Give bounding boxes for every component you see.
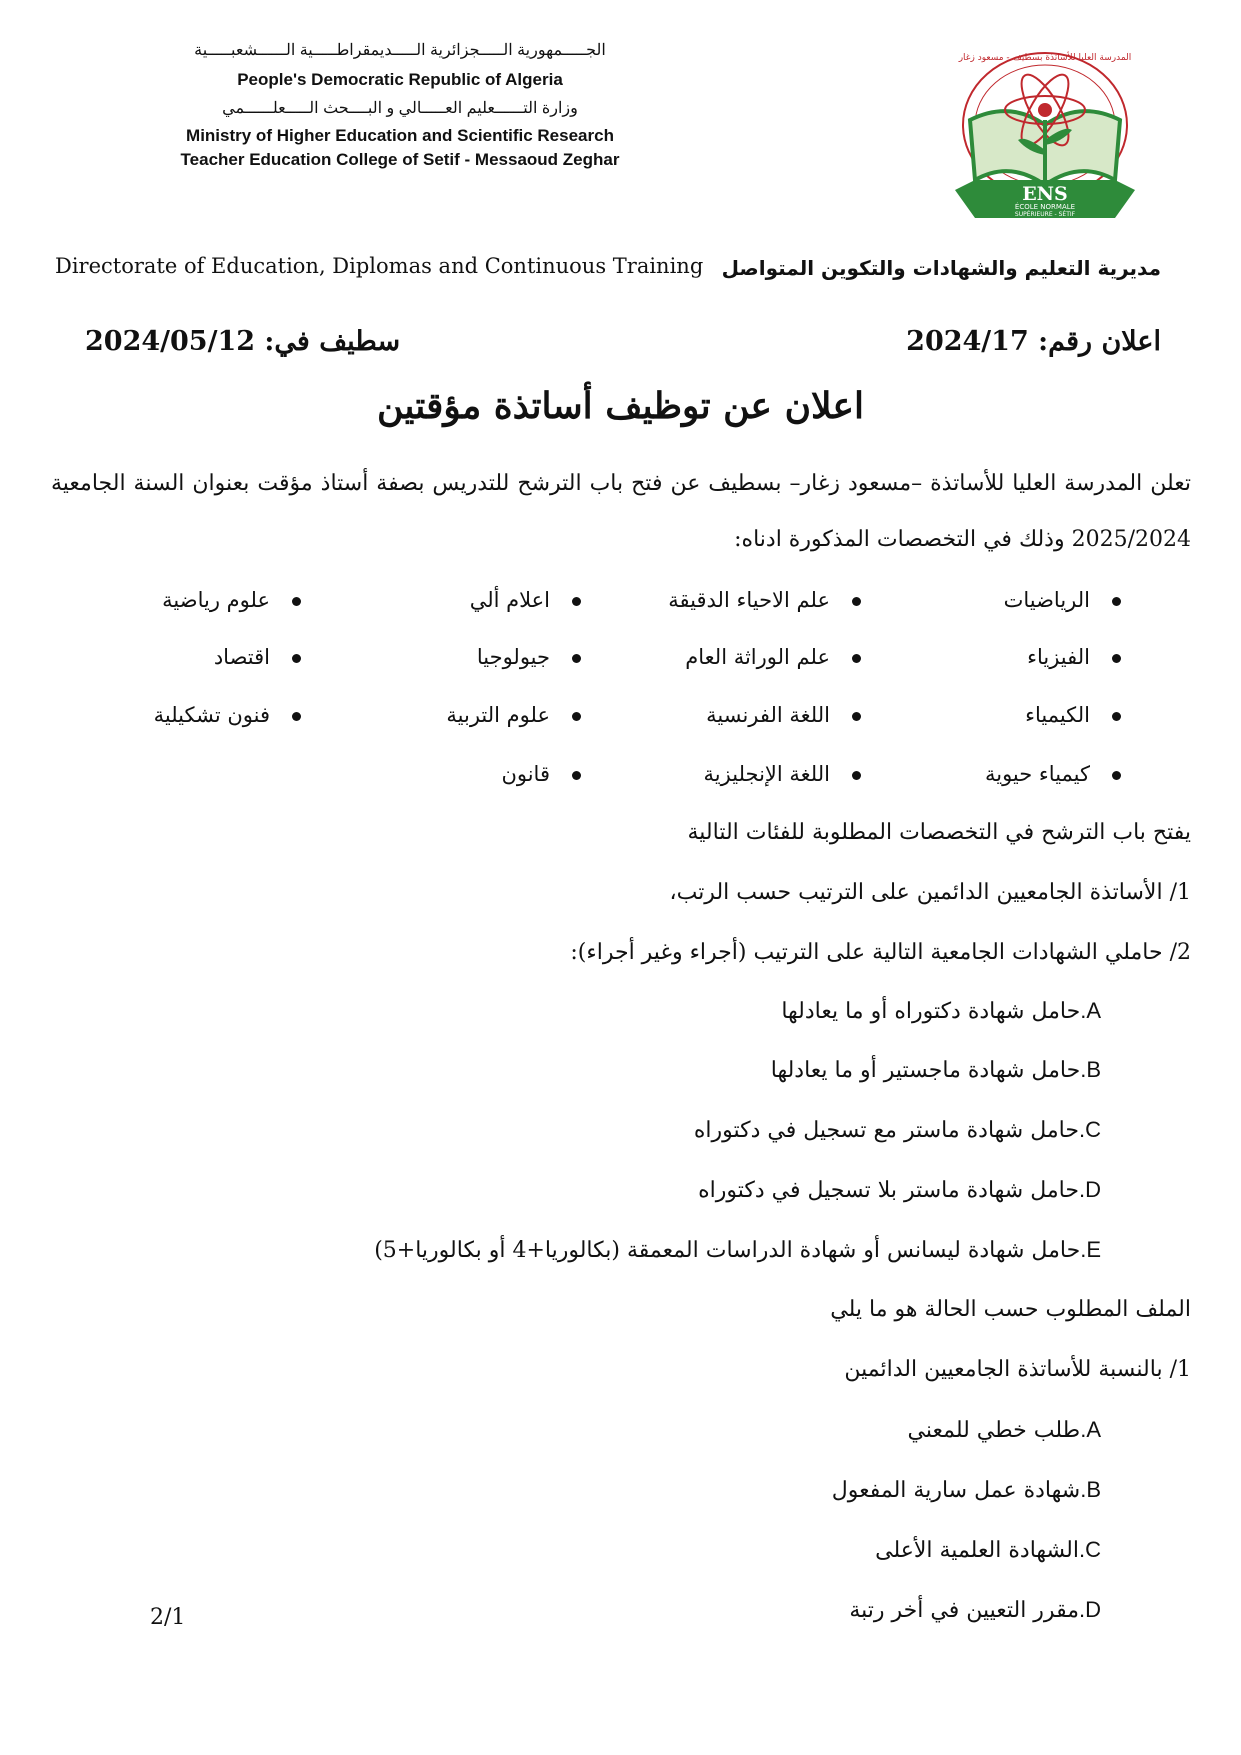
bullet-icon — [1112, 597, 1121, 606]
degree-item: E.حامل شهادة ليسانس أو شهادة الدراسات المعمقة (بكالوريا+4 أو بكالوريا+5) — [374, 1237, 1101, 1263]
specialty-item: جيولوجيا — [477, 645, 581, 669]
specialty-item: علوم رياضية — [162, 588, 301, 612]
page-number: 2/1 — [150, 1605, 186, 1630]
categories-intro: يفتح باب الترشح في التخصصات المطلوبة للفئات التالية — [687, 820, 1191, 845]
bullet-icon — [1112, 712, 1121, 721]
header-en-college: Teacher Education College of Setif - Messaoud Zeghar — [180, 150, 620, 169]
bullet-icon — [1112, 654, 1121, 663]
logo-line2-text: SUPÉRIEURE - SÉTIF — [1014, 211, 1076, 218]
specialty-item: علم الوراثة العام — [685, 645, 861, 669]
ens-setif-logo — [940, 40, 1150, 235]
logo-ring-text: المدرسة العليا للأساتذة بسطيف - مسعود زغار — [958, 53, 1132, 63]
bullet-icon — [852, 597, 861, 606]
bullet-icon — [572, 771, 581, 780]
announcement-date — [85, 326, 400, 357]
page-title: اعلان عن توظيف أساتذة مؤقتين — [377, 385, 864, 427]
category-2: 2/ حاملي الشهادات الجامعية التالية على الترتيب (أجراء وغير أجراء): — [570, 940, 1191, 965]
degree-item: C.حامل شهادة ماستر مع تسجيل في دكتوراه — [693, 1117, 1101, 1143]
bullet-icon — [852, 712, 861, 721]
header-en-republic: People's Democratic Republic of Algeria — [237, 70, 563, 89]
file-item: C.الشهادة العلمية الأعلى — [875, 1537, 1101, 1563]
bullet-icon — [572, 654, 581, 663]
directorate-ar: مديرية التعليم والشهادات والتكوين المتواصل — [721, 256, 1161, 280]
specialty-item: كيمياء حيوية — [985, 762, 1121, 786]
specialty-item: الفيزياء — [1027, 645, 1121, 669]
header-en-ministry: Ministry of Higher Education and Scientific Research — [186, 126, 614, 145]
bullet-icon — [572, 712, 581, 721]
specialty-item: علم الاحياء الدقيقة — [668, 588, 861, 612]
header-ar-republic: الجـــــمهورية الـــــجزائرية الـــــديمقراطـــــية الــــــشعبـــــية — [194, 42, 606, 59]
file-item: A.طلب خطي للمعني — [907, 1417, 1101, 1443]
specialty-item: علوم التربية — [446, 703, 581, 727]
file-item: D.مقرر التعيين في أخر رتبة — [849, 1597, 1101, 1623]
specialty-item: الرياضيات — [1004, 588, 1121, 612]
specialty-item: الكيمياء — [1025, 703, 1121, 727]
intro-paragraph: تعلن المدرسة العليا للأساتذة –مسعود زغار– بسطيف عن فتح باب الترشح للتدريس بصفة أستاذ مؤقت بعنوان السنة الجامعية 2025/2024 وذلك في التخصصات المذكورة ادناه: — [51, 471, 1191, 552]
ens-logo-icon — [940, 40, 1150, 235]
degree-item: A.حامل شهادة دكتوراه أو ما يعادلها — [781, 998, 1101, 1024]
logo-line1-text: ÉCOLE NORMALE — [1014, 203, 1076, 211]
specialty-item: اللغة الفرنسية — [706, 703, 861, 727]
specialty-item: اللغة الإنجليزية — [704, 762, 861, 786]
date-value: 2024/05/12 — [85, 326, 256, 357]
file-case-1: 1/ بالنسبة للأساتذة الجامعيين الدائمين — [844, 1357, 1191, 1382]
category-1: 1/ الأساتذة الجامعيين الدائمين على الترتيب حسب الرتب، — [669, 880, 1191, 905]
announcement-number — [906, 326, 1161, 357]
bullet-icon — [572, 597, 581, 606]
bullet-icon — [292, 654, 301, 663]
file-item: B.شهادة عمل سارية المفعول — [831, 1477, 1101, 1503]
bullet-icon — [1112, 771, 1121, 780]
bullet-icon — [292, 712, 301, 721]
specialty-item: فنون تشكيلية — [154, 703, 301, 727]
bullet-icon — [852, 654, 861, 663]
logo-ens-text: ENS — [1022, 183, 1068, 205]
specialty-item: اعلام ألي — [470, 588, 581, 612]
degree-item: D.حامل شهادة ماستر بلا تسجيل في دكتوراه — [698, 1177, 1101, 1203]
degree-item: B.حامل شهادة ماجستير أو ما يعادلها — [770, 1057, 1101, 1083]
header-ar-ministry: وزارة التــــــعليم العـــــالي و البــــحث الـــــعلــــــمي — [222, 100, 578, 117]
announcement-label: اعلان رقم: — [1038, 326, 1161, 357]
announcement-value: 2024/17 — [906, 326, 1029, 357]
specialty-item: قانون — [501, 762, 581, 786]
directorate-en: Directorate of Education, Diplomas and Continuous Training — [55, 254, 704, 278]
bullet-icon — [292, 597, 301, 606]
specialty-item: اقتصاد — [214, 645, 301, 669]
place-label: سطيف في: — [264, 326, 401, 357]
bullet-icon — [852, 771, 861, 780]
file-intro: الملف المطلوب حسب الحالة هو ما يلي — [830, 1297, 1191, 1322]
